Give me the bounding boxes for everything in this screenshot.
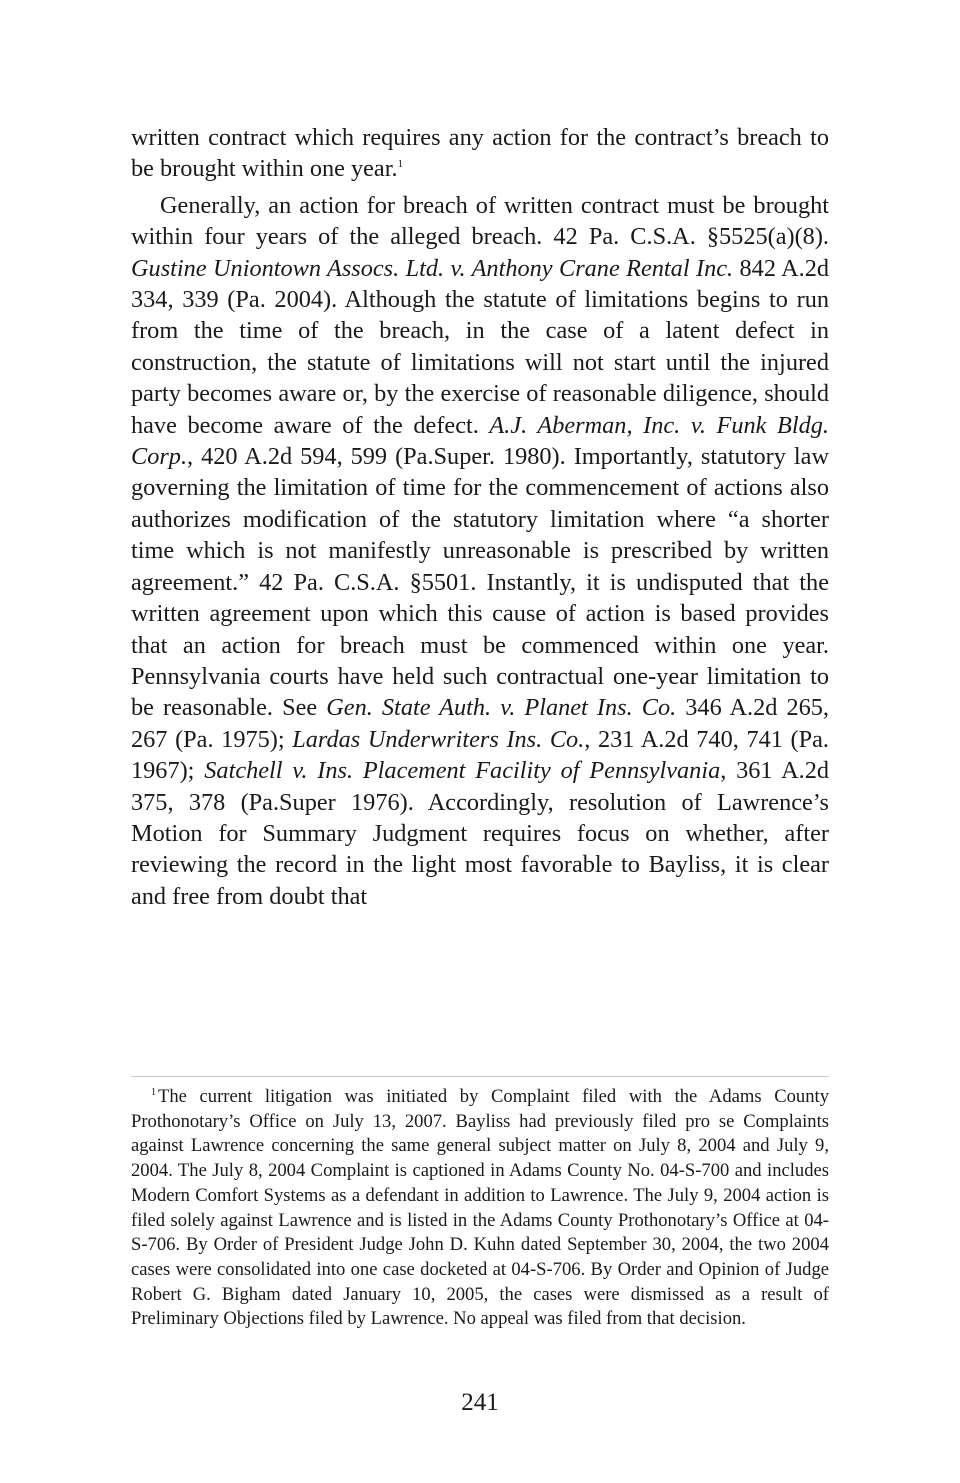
paragraph-continued	[131, 122, 829, 185]
footnote	[131, 1085, 829, 1332]
case-citation: Satchell v. Ins. Placement Facility of Pennsylvania	[204, 757, 721, 785]
paragraph-text: written contract which requires any action for the contract’s breach to be brought within one year.	[131, 124, 829, 183]
text-run: , 231 A.2d 740, 741 (Pa. 1967);	[131, 725, 829, 785]
text-run: 842 A.2d 334, 339 (Pa. 2004). Although the statute of limitations begins to run from the time of the breach, in the case of a latent defect in construction, the statute of limitations will not start until the injured party becomes aware or, by the exercise of reasonable diligence, should have become aware of the defect.	[131, 254, 829, 439]
text-run: , 361 A.2d 375, 378 (Pa.Super 1976). Accordingly, resolution of Lawrence’s Motion for Summary Judgment requires focus on whether, after reviewing the record in the light most favorable to Bayliss, it is clear and free from doubt that	[131, 757, 829, 910]
case-citation: Lardas Underwriters Ins. Co.	[292, 725, 585, 753]
text-run: Generally, an action for breach of written contract must be brought within four years of the alleged breach. 42 Pa. C.S.A. §5525(a)(8).	[131, 191, 829, 251]
footnote-divider	[131, 1076, 829, 1077]
footnote-reference: 1	[397, 158, 404, 171]
case-citation: Gustine Uniontown Assocs. Ltd. v. Anthony Crane Rental Inc.	[131, 254, 734, 282]
case-citation: A.J. Aberman, Inc. v. Funk Bldg. Corp.	[131, 411, 829, 471]
text-run: , 420 A.2d 594, 599 (Pa.Super. 1980). Importantly, statutory law governing the limitation of time for the commencement of actions also authorizes modification of the statutory limitation where “a shorter time which is not manifestly unreasonable is prescribed by written agreement.” 42 Pa. C.S.A. §5501. Instantly, it is undisputed that the written agreement upon which this cause of action is based provides that an action for breach must be commenced within one year. Pennsylvania courts have held such contractual one-year limitation to be reasonable. See	[131, 443, 829, 722]
paragraph-statute-of-limitations	[131, 190, 829, 912]
body-text	[131, 122, 829, 912]
text-run: 346 A.2d 265, 267 (Pa. 1975);	[131, 694, 829, 753]
footnote-text: The current litigation was initiated by Complaint filed with the Adams County Prothonotary’s Office on July 13, 2007. Bayliss had previously filed pro se Complaints against Lawrence concerning the same general subject matter on July 8, 2004 and July 9, 2004. The July 8, 2004 Complaint is captioned in Adams County No. 04-S-700 and includes Modern Comfort Systems as a defendant in addition to Lawrence. The July 9, 2004 action is filed solely against Lawrence and is listed in the Adams County Prothonotary’s Office at 04-S-706. By Order of President Judge John D. Kuhn dated September 30, 2004, the two 2004 cases were consolidated into one case docketed at 04-S-706. By Order and Opinion of Judge Robert G. Bigham dated January 10, 2005, the cases were dismissed as a result of Preliminary Objections filed by Lawrence. No appeal was filed from that decision.	[131, 1086, 829, 1330]
footnote-number: 1	[151, 1087, 156, 1098]
page-number: 241	[461, 1389, 499, 1416]
case-citation: Gen. State Auth. v. Planet Ins. Co.	[326, 694, 677, 722]
